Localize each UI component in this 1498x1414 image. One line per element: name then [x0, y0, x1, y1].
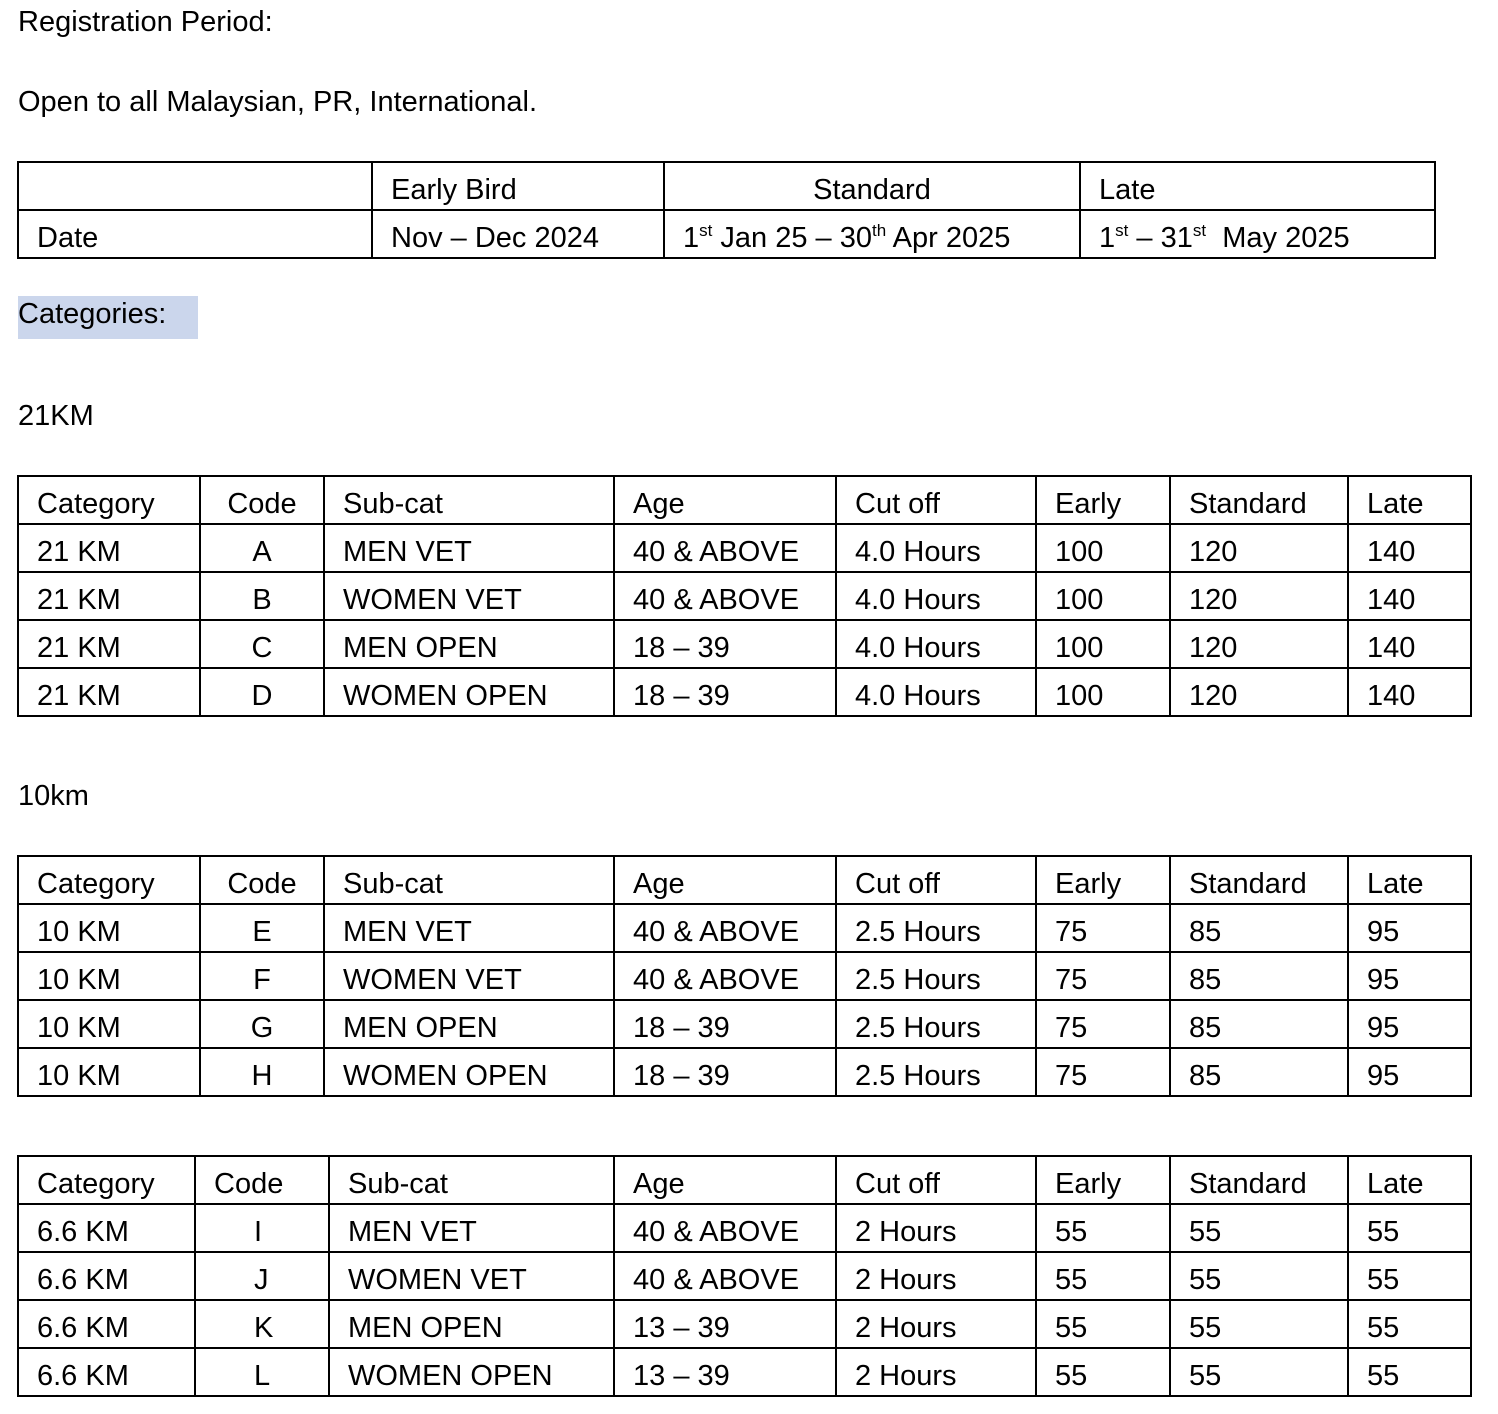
early-price-cell: 55: [1036, 1252, 1170, 1300]
standard-price-cell: 55: [1170, 1204, 1348, 1252]
col-early: Early: [1036, 1156, 1170, 1204]
col-late: Late: [1348, 856, 1471, 904]
table-row: [18, 1000, 1471, 1048]
table-21km: [17, 475, 1472, 717]
col-code: Code: [200, 476, 324, 524]
age-cell: 40 & ABOVE: [614, 572, 836, 620]
code-cell: B: [200, 572, 324, 620]
code-cell: D: [200, 668, 324, 716]
table-row: [18, 524, 1471, 572]
late-price-cell: 55: [1348, 1300, 1471, 1348]
code-cell: K: [195, 1300, 329, 1348]
period-date-row: [18, 210, 1435, 258]
cutoff-cell: 2.5 Hours: [836, 904, 1036, 952]
early-price-cell: 75: [1036, 904, 1170, 952]
subcat-cell: MEN OPEN: [324, 1000, 614, 1048]
early-price-cell: 75: [1036, 952, 1170, 1000]
col-subcat: Sub-cat: [329, 1156, 614, 1204]
category-cell: 21 KM: [18, 524, 200, 572]
early-price-cell: 75: [1036, 1048, 1170, 1096]
category-cell: 6.6 KM: [18, 1348, 195, 1396]
late-price-cell: 95: [1348, 904, 1471, 952]
table-6-6km: [17, 1155, 1472, 1397]
period-std-d1: 1: [683, 222, 700, 254]
standard-price-cell: 55: [1170, 1348, 1348, 1396]
late-price-cell: 140: [1348, 620, 1471, 668]
subcat-cell: WOMEN OPEN: [324, 668, 614, 716]
category-cell: 21 KM: [18, 668, 200, 716]
period-date-label: Date: [18, 210, 372, 258]
table-row: [18, 952, 1471, 1000]
registration-heading: Registration Period:: [18, 6, 273, 38]
standard-price-cell: 120: [1170, 620, 1348, 668]
table-21km-header: [18, 476, 1471, 524]
table-row: [18, 1348, 1471, 1396]
standard-price-cell: 85: [1170, 952, 1348, 1000]
col-standard: Standard: [1170, 856, 1348, 904]
category-cell: 6.6 KM: [18, 1300, 195, 1348]
age-cell: 40 & ABOVE: [614, 524, 836, 572]
period-header-late: Late: [1080, 162, 1435, 210]
code-cell: J: [195, 1252, 329, 1300]
age-cell: 18 – 39: [614, 1048, 836, 1096]
period-date-standard: [664, 210, 1080, 258]
table-10km: [17, 855, 1472, 1097]
col-early: Early: [1036, 856, 1170, 904]
col-late: Late: [1348, 1156, 1471, 1204]
subcat-cell: WOMEN OPEN: [329, 1348, 614, 1396]
subcat-cell: MEN VET: [324, 904, 614, 952]
age-cell: 40 & ABOVE: [614, 952, 836, 1000]
table-10km-body: [18, 904, 1471, 1096]
table-row: [18, 620, 1471, 668]
col-early: Early: [1036, 476, 1170, 524]
period-std-s1: st: [699, 221, 713, 240]
period-std-s2: th: [872, 221, 887, 240]
col-cutoff: Cut off: [836, 856, 1036, 904]
standard-price-cell: 85: [1170, 904, 1348, 952]
late-price-cell: 140: [1348, 524, 1471, 572]
age-cell: 40 & ABOVE: [614, 1252, 836, 1300]
early-price-cell: 100: [1036, 572, 1170, 620]
cutoff-cell: 2.5 Hours: [836, 1048, 1036, 1096]
period-header-early-bird: Early Bird: [372, 162, 664, 210]
table-10km-header: [18, 856, 1471, 904]
early-price-cell: 75: [1036, 1000, 1170, 1048]
early-price-cell: 100: [1036, 668, 1170, 716]
late-price-cell: 55: [1348, 1252, 1471, 1300]
code-cell: F: [200, 952, 324, 1000]
col-category: Category: [18, 856, 200, 904]
category-cell: 10 KM: [18, 1000, 200, 1048]
period-late-d1: 1: [1099, 222, 1116, 254]
section-10km-heading: 10km: [18, 780, 89, 812]
cutoff-cell: 2.5 Hours: [836, 1000, 1036, 1048]
period-late-s1: st: [1115, 221, 1129, 240]
standard-price-cell: 85: [1170, 1048, 1348, 1096]
code-cell: I: [195, 1204, 329, 1252]
table-row: [18, 904, 1471, 952]
early-price-cell: 100: [1036, 620, 1170, 668]
col-category: Category: [18, 476, 200, 524]
table-row: [18, 572, 1471, 620]
standard-price-cell: 55: [1170, 1300, 1348, 1348]
registration-period-table: [17, 161, 1436, 259]
col-standard: Standard: [1170, 1156, 1348, 1204]
cutoff-cell: 2 Hours: [836, 1252, 1036, 1300]
table-row: [18, 1300, 1471, 1348]
age-cell: 40 & ABOVE: [614, 904, 836, 952]
cutoff-cell: 2 Hours: [836, 1300, 1036, 1348]
table-21km-body: [18, 524, 1471, 716]
late-price-cell: 95: [1348, 1000, 1471, 1048]
cutoff-cell: 2 Hours: [836, 1348, 1036, 1396]
cutoff-cell: 4.0 Hours: [836, 668, 1036, 716]
table-row: [18, 668, 1471, 716]
code-cell: L: [195, 1348, 329, 1396]
categories-heading-wrap: [18, 296, 198, 339]
col-code: Code: [195, 1156, 329, 1204]
code-cell: H: [200, 1048, 324, 1096]
age-cell: 18 – 39: [614, 668, 836, 716]
table-6-6km-body: [18, 1204, 1471, 1396]
cutoff-cell: 2 Hours: [836, 1204, 1036, 1252]
cutoff-cell: 4.0 Hours: [836, 524, 1036, 572]
col-cutoff: Cut off: [836, 1156, 1036, 1204]
table-row: [18, 1204, 1471, 1252]
subcat-cell: WOMEN OPEN: [324, 1048, 614, 1096]
subcat-cell: MEN VET: [329, 1204, 614, 1252]
late-price-cell: 55: [1348, 1348, 1471, 1396]
early-price-cell: 55: [1036, 1204, 1170, 1252]
col-late: Late: [1348, 476, 1471, 524]
category-cell: 10 KM: [18, 1048, 200, 1096]
period-header-standard: Standard: [664, 162, 1080, 210]
subcat-cell: WOMEN VET: [324, 572, 614, 620]
standard-price-cell: 120: [1170, 572, 1348, 620]
cutoff-cell: 2.5 Hours: [836, 952, 1036, 1000]
category-cell: 10 KM: [18, 952, 200, 1000]
col-category: Category: [18, 1156, 195, 1204]
late-price-cell: 55: [1348, 1204, 1471, 1252]
standard-price-cell: 55: [1170, 1252, 1348, 1300]
col-cutoff: Cut off: [836, 476, 1036, 524]
code-cell: A: [200, 524, 324, 572]
code-cell: G: [200, 1000, 324, 1048]
col-subcat: Sub-cat: [324, 476, 614, 524]
age-cell: 18 – 39: [614, 1000, 836, 1048]
late-price-cell: 140: [1348, 572, 1471, 620]
standard-price-cell: 85: [1170, 1000, 1348, 1048]
category-cell: 21 KM: [18, 620, 200, 668]
category-cell: 6.6 KM: [18, 1252, 195, 1300]
late-price-cell: 95: [1348, 952, 1471, 1000]
subcat-cell: MEN VET: [324, 524, 614, 572]
late-price-cell: 95: [1348, 1048, 1471, 1096]
cutoff-cell: 4.0 Hours: [836, 572, 1036, 620]
cutoff-cell: 4.0 Hours: [836, 620, 1036, 668]
eligibility-text: Open to all Malaysian, PR, International.: [18, 86, 538, 118]
col-subcat: Sub-cat: [324, 856, 614, 904]
category-cell: 6.6 KM: [18, 1204, 195, 1252]
period-late-end: May 2025: [1206, 222, 1350, 254]
period-date-late: [1080, 210, 1435, 258]
table-6-6km-header: [18, 1156, 1471, 1204]
subcat-cell: WOMEN VET: [324, 952, 614, 1000]
period-date-early: Nov – Dec 2024: [372, 210, 664, 258]
code-cell: E: [200, 904, 324, 952]
subcat-cell: MEN OPEN: [324, 620, 614, 668]
col-age: Age: [614, 856, 836, 904]
age-cell: 13 – 39: [614, 1348, 836, 1396]
category-cell: 21 KM: [18, 572, 200, 620]
categories-heading: Categories:: [18, 296, 198, 339]
col-standard: Standard: [1170, 476, 1348, 524]
age-cell: 18 – 39: [614, 620, 836, 668]
early-price-cell: 55: [1036, 1348, 1170, 1396]
early-price-cell: 100: [1036, 524, 1170, 572]
subcat-cell: WOMEN VET: [329, 1252, 614, 1300]
age-cell: 13 – 39: [614, 1300, 836, 1348]
period-late-mid: – 31: [1128, 222, 1193, 254]
table-row: [18, 1048, 1471, 1096]
period-header-row: [18, 162, 1435, 210]
section-21km-heading: 21KM: [18, 400, 94, 432]
col-age: Age: [614, 476, 836, 524]
late-price-cell: 140: [1348, 668, 1471, 716]
early-price-cell: 55: [1036, 1300, 1170, 1348]
period-header-empty: [18, 162, 372, 210]
age-cell: 40 & ABOVE: [614, 1204, 836, 1252]
period-std-end: Apr 2025: [886, 222, 1011, 254]
col-code: Code: [200, 856, 324, 904]
period-late-s2: st: [1192, 221, 1207, 240]
col-age: Age: [614, 1156, 836, 1204]
standard-price-cell: 120: [1170, 668, 1348, 716]
table-row: [18, 1252, 1471, 1300]
period-std-mid: Jan 25 – 30: [712, 222, 873, 254]
subcat-cell: MEN OPEN: [329, 1300, 614, 1348]
standard-price-cell: 120: [1170, 524, 1348, 572]
code-cell: C: [200, 620, 324, 668]
category-cell: 10 KM: [18, 904, 200, 952]
